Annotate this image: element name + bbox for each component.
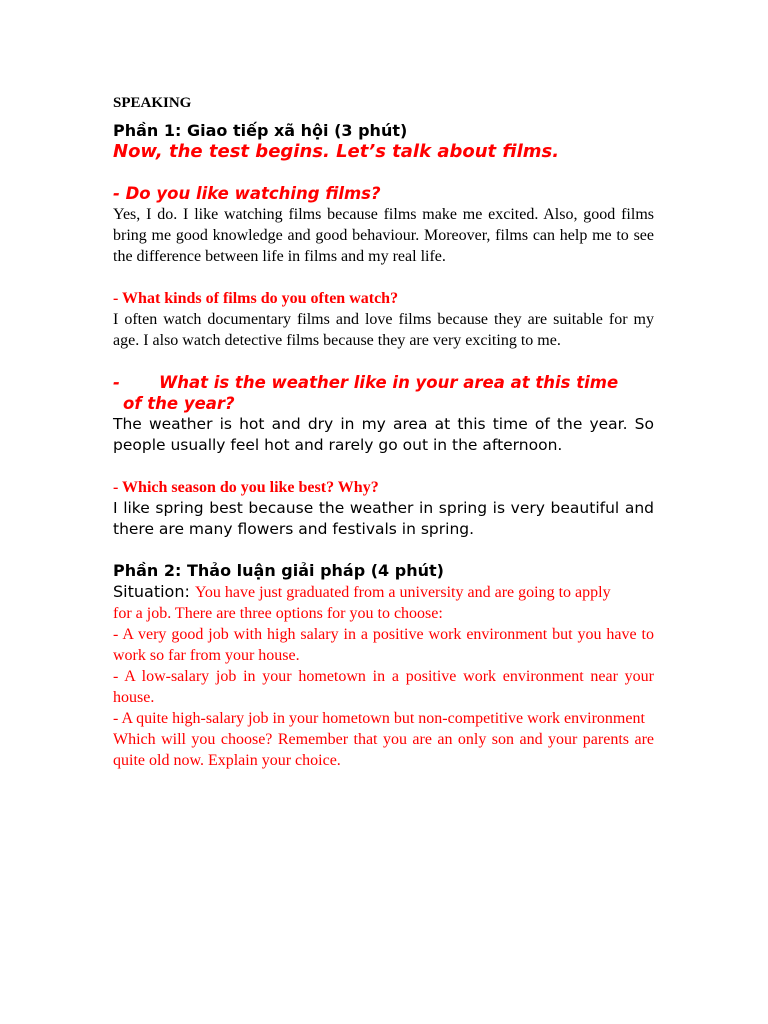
closing-question: Which will you choose? Remember that you are an only son and your parents are quite old now. Explain your choice. [113, 731, 654, 769]
answer-4: I like spring best because the weather in spring is very beautiful and there are many flowers and festivals in spring. [113, 499, 654, 538]
situation-colon: : [184, 582, 195, 601]
question-2: - What kinds of films do you often watch? [113, 290, 399, 307]
part1-heading: Phần 1: Giao tiếp xã hội (3 phút) [113, 121, 408, 140]
answer-1: Yes, I do. I like watching films because films make me excited. Also, good films bring me good knowledge and good behaviour. Moreover, films can help me to see the difference between life in films and my real life. [113, 206, 654, 265]
question-3-dash: - [113, 373, 120, 392]
option-2: - A low-salary job in your hometown in a positive work environment near your house. [113, 668, 654, 706]
part2-heading: Phần 2: Thảo luận giải pháp (4 phút) [113, 561, 444, 580]
document-title: SPEAKING [113, 95, 192, 111]
option-3: - A quite high-salary job in your hometown but non-competitive work environment [113, 710, 645, 727]
option-1: - A very good job with high salary in a positive work environment but you have to work so far from your house. [113, 626, 654, 664]
answer-3: The weather is hot and dry in my area at this time of the year. So people usually feel hot and rarely go out in the afternoon. [113, 415, 654, 454]
document-page [113, 93, 654, 771]
question-3-line1: What is the weather like in your area at this time [159, 373, 619, 392]
question-3 [113, 372, 654, 414]
answer-2: I often watch documentary films and love films because they are suitable for my age. I also watch detective films because they are very exciting to me. [113, 311, 654, 349]
part1-intro: Now, the test begins. Let’s talk about films. [113, 141, 560, 162]
question-3-line2: of the year? [123, 394, 235, 413]
situation-continuation: for a job. There are three options for you to choose: [113, 605, 443, 622]
situation-text: You have just graduated from a university and are going to apply [194, 584, 611, 601]
situation [113, 581, 654, 603]
question-1: - Do you like watching films? [113, 184, 381, 203]
question-4: - Which season do you like best? Why? [113, 479, 379, 496]
situation-label: Situation [113, 582, 185, 601]
